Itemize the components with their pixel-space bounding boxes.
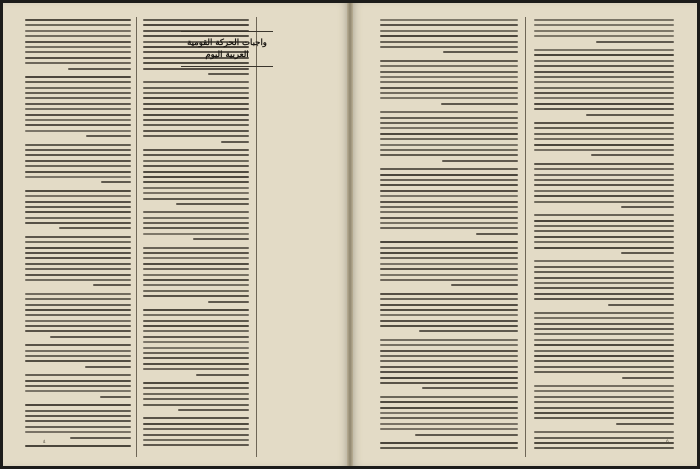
- text-line: [380, 149, 518, 151]
- text-line: [25, 320, 131, 322]
- text-line: [380, 87, 518, 89]
- text-line: [380, 360, 518, 362]
- text-line: [380, 298, 518, 300]
- text-line: [534, 390, 674, 392]
- text-line: [380, 76, 518, 78]
- text-line: [380, 227, 518, 229]
- text-line: [534, 87, 674, 89]
- column-rule: [525, 17, 526, 457]
- text-line: [534, 355, 674, 357]
- text-line: [380, 382, 518, 384]
- text-line: [143, 24, 249, 26]
- text-line: [380, 174, 518, 176]
- text-line: [100, 396, 131, 398]
- text-line: [25, 87, 131, 89]
- text-line: [380, 412, 518, 414]
- text-line: [25, 263, 131, 265]
- text-line: [380, 279, 518, 281]
- binding-gutter: [347, 3, 353, 466]
- text-line: [380, 127, 518, 129]
- text-line: [380, 168, 518, 170]
- text-line: [534, 230, 674, 232]
- text-line: [25, 171, 131, 173]
- text-line: [380, 144, 518, 146]
- text-line: [534, 312, 674, 314]
- text-line: [25, 217, 131, 219]
- text-line: [534, 412, 674, 414]
- text-line: [380, 428, 518, 430]
- page-number: ٥: [666, 439, 669, 445]
- text-line: [25, 35, 131, 37]
- text-line: [534, 401, 674, 403]
- text-line: [534, 149, 674, 151]
- text-line: [534, 323, 674, 325]
- text-line: [25, 24, 131, 26]
- text-line: [534, 225, 674, 227]
- text-line: [25, 293, 131, 295]
- text-line: [25, 241, 131, 243]
- text-line: [380, 304, 518, 306]
- text-line: [534, 266, 674, 268]
- text-line: [25, 380, 131, 382]
- text-line: [534, 447, 674, 449]
- text-column: [25, 19, 131, 455]
- text-line: [380, 241, 518, 243]
- text-line: [380, 97, 518, 99]
- text-line: [534, 385, 674, 387]
- magazine-spread: [3, 3, 697, 466]
- text-line: [534, 122, 674, 124]
- text-line: [25, 81, 131, 83]
- text-line: [534, 431, 674, 433]
- text-line: [25, 330, 131, 332]
- text-line: [534, 76, 674, 78]
- text-column: [173, 69, 277, 455]
- text-line: [380, 65, 518, 67]
- text-line: [59, 227, 131, 229]
- text-line: [380, 179, 518, 181]
- text-line: [25, 30, 131, 32]
- text-line: [534, 92, 674, 94]
- text-line: [380, 154, 518, 156]
- text-line: [534, 184, 674, 186]
- article-heading: واجبات الحركة القومية العربية اليوم: [181, 31, 273, 67]
- text-line: [534, 97, 674, 99]
- text-line: [586, 114, 674, 116]
- text-line: [25, 236, 131, 238]
- text-line: [534, 328, 674, 330]
- text-line: [621, 252, 674, 254]
- text-line: [380, 206, 518, 208]
- text-line: [534, 35, 674, 37]
- text-line: [534, 366, 674, 368]
- text-line: [25, 97, 131, 99]
- text-line: [25, 445, 131, 447]
- text-line: [534, 277, 674, 279]
- text-line: [25, 190, 131, 192]
- text-line: [534, 49, 674, 51]
- text-line: [608, 304, 674, 306]
- text-column: [534, 19, 674, 455]
- text-line: [25, 314, 131, 316]
- text-line: [93, 284, 131, 286]
- text-line: [25, 350, 131, 352]
- text-line: [25, 274, 131, 276]
- text-line: [380, 274, 518, 276]
- text-line: [441, 103, 518, 105]
- text-line: [380, 19, 518, 21]
- text-line: [25, 309, 131, 311]
- right-page: [350, 3, 697, 466]
- text-line: [25, 103, 131, 105]
- text-line: [380, 325, 518, 327]
- text-line: [25, 344, 131, 346]
- text-line: [380, 442, 518, 444]
- text-line: [25, 404, 131, 406]
- text-line: [534, 339, 674, 341]
- text-line: [25, 130, 131, 132]
- text-line: [534, 179, 674, 181]
- text-line: [534, 407, 674, 409]
- text-line: [534, 437, 674, 439]
- text-line: [86, 135, 131, 137]
- text-line: [534, 350, 674, 352]
- text-line: [534, 163, 674, 165]
- text-line: [25, 92, 131, 94]
- text-line: [380, 41, 518, 43]
- text-line: [380, 350, 518, 352]
- text-line: [25, 149, 131, 151]
- text-line: [415, 434, 518, 436]
- text-line: [380, 222, 518, 224]
- text-line: [534, 24, 674, 26]
- text-line: [534, 201, 674, 203]
- text-line: [380, 184, 518, 186]
- text-line: [25, 46, 131, 48]
- text-line: [25, 154, 131, 156]
- text-line: [616, 423, 674, 425]
- text-line: [534, 344, 674, 346]
- text-line: [534, 190, 674, 192]
- text-line: [25, 415, 131, 417]
- text-line: [380, 293, 518, 295]
- text-line: [534, 214, 674, 216]
- text-line: [25, 201, 131, 203]
- text-line: [25, 374, 131, 376]
- text-line: [25, 124, 131, 126]
- text-line: [143, 19, 249, 21]
- text-line: [380, 24, 518, 26]
- text-line: [380, 30, 518, 32]
- text-line: [534, 417, 674, 419]
- text-line: [101, 181, 131, 183]
- text-column: [380, 19, 518, 455]
- text-line: [380, 417, 518, 419]
- text-line: [534, 241, 674, 243]
- text-line: [25, 268, 131, 270]
- text-line: [25, 211, 131, 213]
- text-line: [25, 385, 131, 387]
- text-line: [25, 325, 131, 327]
- text-line: [25, 41, 131, 43]
- text-line: [596, 41, 674, 43]
- text-line: [380, 447, 518, 449]
- text-line: [534, 287, 674, 289]
- text-line: [380, 407, 518, 409]
- text-line: [70, 437, 131, 439]
- text-line: [68, 68, 131, 70]
- text-line: [25, 431, 131, 433]
- text-line: [380, 263, 518, 265]
- column-rule: [136, 17, 137, 457]
- text-line: [419, 330, 518, 332]
- text-line: [25, 160, 131, 162]
- text-line: [380, 257, 518, 259]
- text-line: [534, 360, 674, 362]
- text-line: [534, 220, 674, 222]
- text-line: [621, 206, 674, 208]
- text-line: [25, 51, 131, 53]
- text-line: [534, 195, 674, 197]
- text-line: [85, 366, 131, 368]
- text-line: [25, 355, 131, 357]
- text-line: [25, 206, 131, 208]
- text-line: [380, 371, 518, 373]
- text-line: [380, 314, 518, 316]
- text-line: [534, 168, 674, 170]
- text-line: [25, 410, 131, 412]
- text-line: [380, 309, 518, 311]
- text-line: [534, 71, 674, 73]
- text-line: [534, 282, 674, 284]
- text-line: [50, 336, 131, 338]
- text-line: [380, 344, 518, 346]
- text-line: [25, 247, 131, 249]
- text-line: [591, 154, 674, 156]
- text-line: [534, 127, 674, 129]
- text-line: [380, 320, 518, 322]
- text-line: [25, 114, 131, 116]
- text-line: [534, 19, 674, 21]
- text-line: [534, 271, 674, 273]
- text-line: [25, 252, 131, 254]
- text-line: [380, 71, 518, 73]
- text-line: [534, 298, 674, 300]
- text-line: [380, 377, 518, 379]
- text-line: [534, 442, 674, 444]
- text-line: [534, 81, 674, 83]
- text-line: [25, 62, 131, 64]
- text-line: [380, 401, 518, 403]
- text-line: [25, 119, 131, 121]
- text-line: [25, 19, 131, 21]
- text-line: [534, 174, 674, 176]
- text-line: [25, 390, 131, 392]
- text-line: [443, 51, 518, 53]
- text-line: [380, 35, 518, 37]
- text-line: [534, 65, 674, 67]
- text-line: [25, 76, 131, 78]
- text-line: [534, 236, 674, 238]
- text-line: [25, 360, 131, 362]
- text-line: [534, 54, 674, 56]
- text-line: [422, 387, 518, 389]
- text-line: [25, 176, 131, 178]
- text-line: [380, 366, 518, 368]
- text-line: [534, 60, 674, 62]
- text-line: [25, 108, 131, 110]
- text-line: [380, 133, 518, 135]
- text-line: [534, 396, 674, 398]
- text-line: [534, 260, 674, 262]
- text-line: [380, 201, 518, 203]
- text-line: [451, 284, 518, 286]
- text-line: [380, 423, 518, 425]
- text-line: [534, 133, 674, 135]
- text-line: [442, 160, 518, 162]
- text-line: [380, 268, 518, 270]
- left-page: [3, 3, 350, 466]
- text-line: [534, 247, 674, 249]
- text-line: [380, 122, 518, 124]
- text-line: [380, 217, 518, 219]
- text-line: [380, 396, 518, 398]
- text-line: [380, 247, 518, 249]
- text-line: [25, 165, 131, 167]
- text-line: [380, 81, 518, 83]
- text-line: [380, 92, 518, 94]
- text-line: [534, 293, 674, 295]
- text-line: [622, 377, 674, 379]
- text-line: [25, 420, 131, 422]
- text-line: [25, 279, 131, 281]
- text-line: [380, 60, 518, 62]
- text-line: [25, 298, 131, 300]
- text-line: [476, 233, 518, 235]
- text-line: [534, 371, 674, 373]
- text-line: [25, 304, 131, 306]
- text-line: [25, 57, 131, 59]
- text-line: [534, 317, 674, 319]
- page-number: ٤: [43, 439, 46, 445]
- text-line: [25, 426, 131, 428]
- text-line: [380, 46, 518, 48]
- text-line: [534, 144, 674, 146]
- text-line: [380, 339, 518, 341]
- text-line: [534, 333, 674, 335]
- text-line: [380, 138, 518, 140]
- text-line: [534, 103, 674, 105]
- text-line: [25, 222, 131, 224]
- text-line: [380, 195, 518, 197]
- text-line: [25, 144, 131, 146]
- text-line: [380, 190, 518, 192]
- text-line: [534, 138, 674, 140]
- text-line: [380, 211, 518, 213]
- text-line: [25, 195, 131, 197]
- text-line: [380, 355, 518, 357]
- text-line: [534, 108, 674, 110]
- text-line: [534, 30, 674, 32]
- text-line: [25, 257, 131, 259]
- text-line: [380, 117, 518, 119]
- text-line: [380, 111, 518, 113]
- text-line: [380, 252, 518, 254]
